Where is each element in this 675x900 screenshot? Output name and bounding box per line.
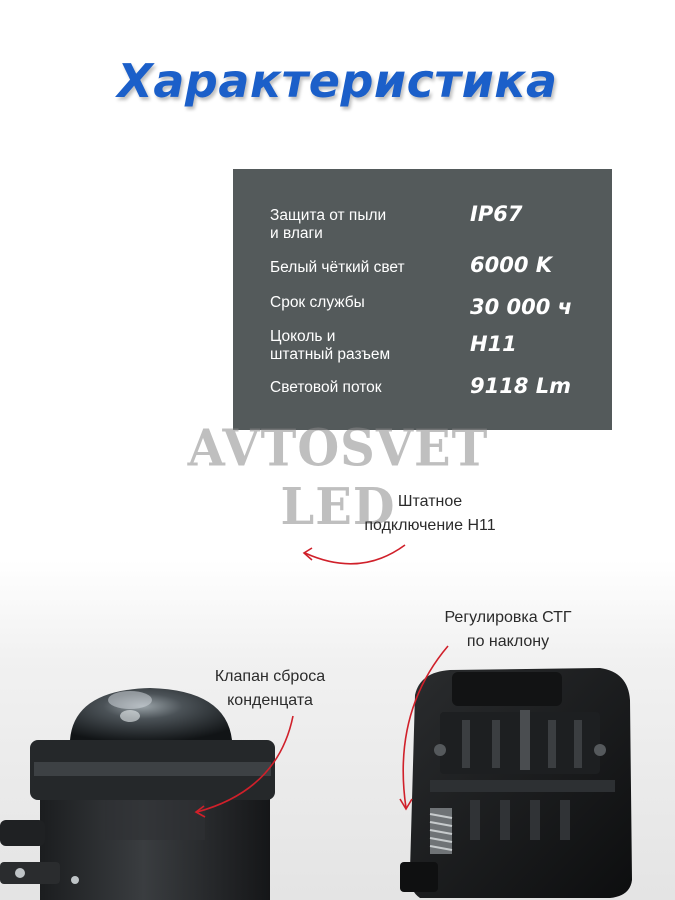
spec-value: 30 000 ч [470, 295, 573, 319]
spec-label: Световой поток [270, 379, 382, 396]
spec-value: 6000 K [470, 253, 553, 277]
spec-value: H11 [470, 332, 517, 356]
spec-label: Белый чёткий свет [270, 259, 405, 276]
annotation-text: конденцата [227, 692, 313, 709]
spec-label: и влаги [270, 225, 323, 242]
watermark: AVTOSVET LED [187, 419, 489, 537]
projector-module-back [400, 668, 632, 898]
spec-label: Срок службы [270, 294, 365, 311]
spec-label: штатный разъем [270, 346, 391, 363]
spec-value: IP67 [470, 202, 523, 226]
adjustment-spring [430, 808, 452, 854]
arrow-connector [305, 545, 405, 564]
page-title: Характеристика [117, 54, 558, 108]
annotation-text: подключение H11 [364, 517, 496, 534]
spec-label: Защита от пыли [270, 207, 387, 224]
annotation-text: по наклону [466, 633, 550, 650]
annotation-text: Клапан сброса [214, 668, 326, 685]
annotation-text: Регулировка СТГ [444, 609, 572, 626]
projector-lens-left [0, 688, 275, 900]
annotation-text: Штатное [397, 493, 463, 510]
spec-label: Цоколь и [270, 328, 336, 345]
spec-value: 9118 Lm [470, 374, 572, 398]
